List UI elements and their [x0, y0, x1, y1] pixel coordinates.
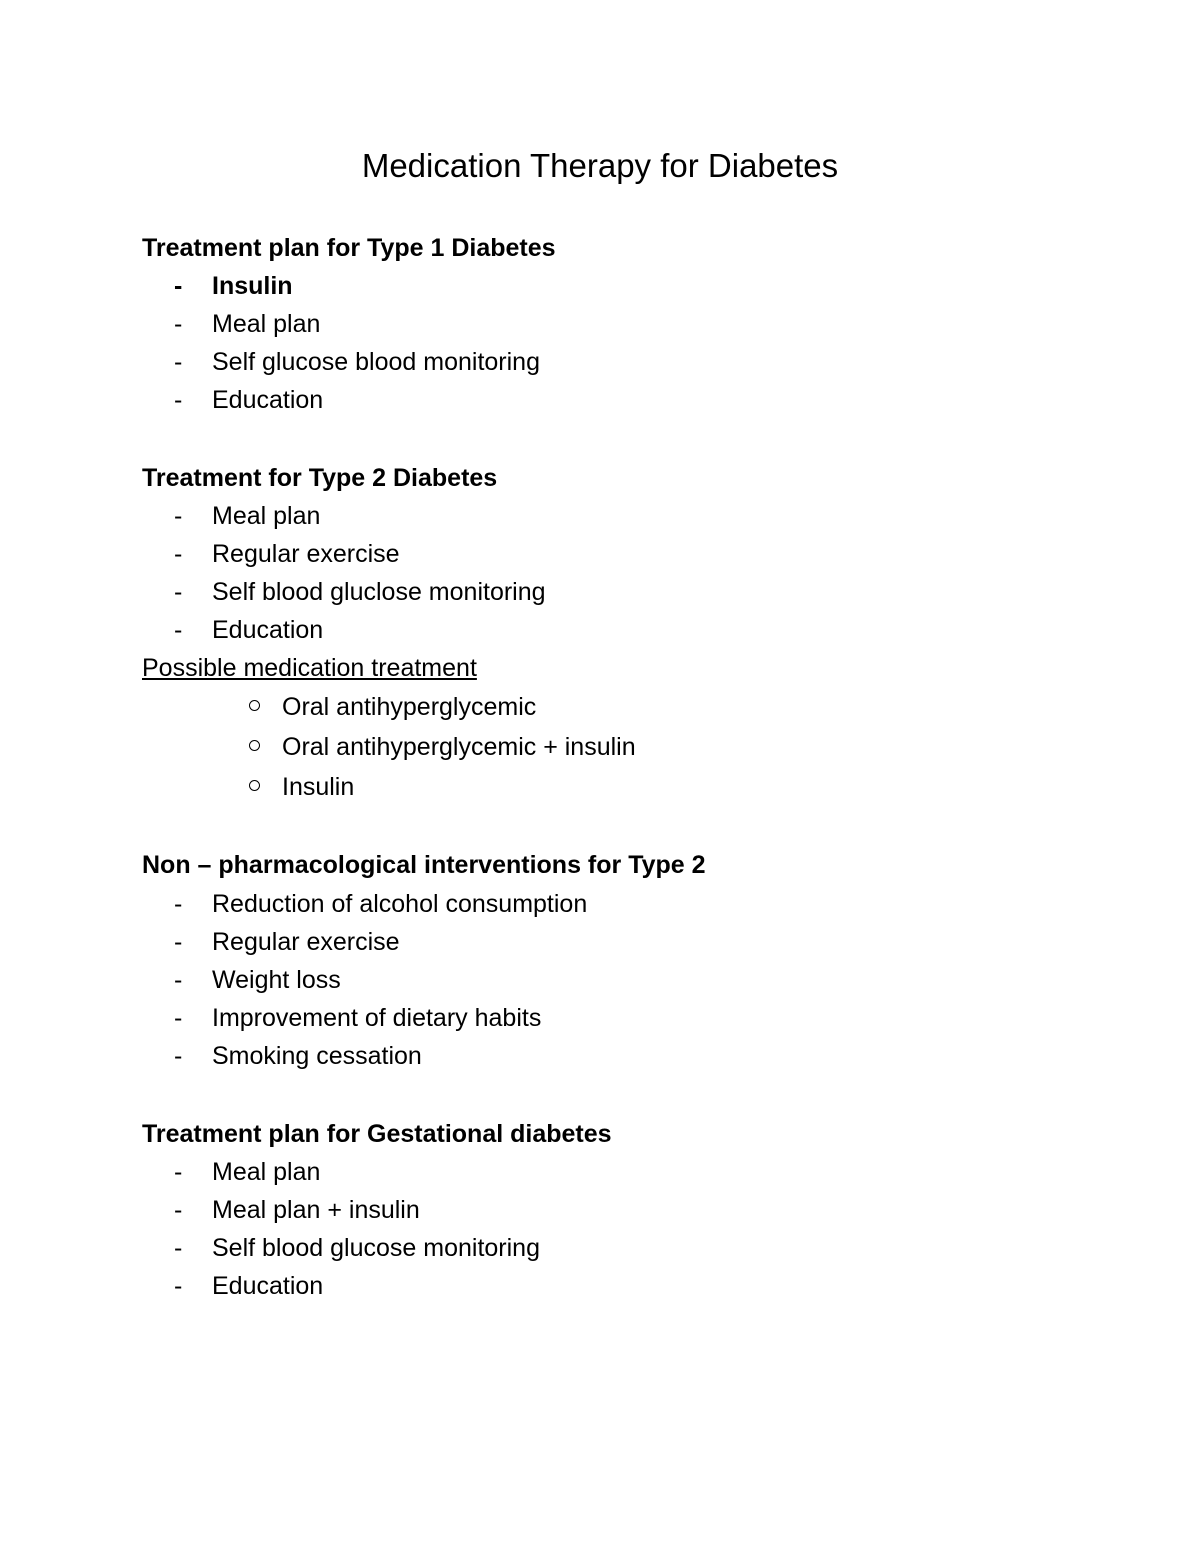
list-item-text: Education — [212, 1272, 324, 1300]
dash-bullet: - — [174, 1004, 183, 1032]
document-title: Medication Therapy for Diabetes — [361, 147, 839, 184]
list-item-text: Improvement of dietary habits — [212, 1004, 542, 1032]
list-item-text: Self blood glucose monitoring — [212, 1234, 540, 1262]
circle-bullet-icon — [249, 780, 260, 791]
section-heading-type2: Treatment for Type 2 Diabetes — [142, 464, 498, 492]
list-item-text: Regular exercise — [212, 540, 400, 568]
list-item-text: Smoking cessation — [212, 1042, 422, 1070]
dash-bullet: - — [174, 502, 183, 530]
section-heading-type1: Treatment plan for Type 1 Diabetes — [142, 234, 556, 262]
list-item-text: Weight loss — [212, 966, 341, 994]
dash-bullet: - — [174, 310, 183, 338]
list-item-text: Regular exercise — [212, 928, 400, 956]
dash-bullet: - — [174, 272, 183, 300]
dash-bullet: - — [174, 1042, 183, 1070]
list-item-text: Insulin — [212, 272, 293, 300]
sub-list-item-text: Oral antihyperglycemic + insulin — [282, 733, 636, 761]
dash-bullet: - — [174, 928, 183, 956]
list-item-text: Self blood gluclose monitoring — [212, 578, 546, 606]
dash-bullet: - — [174, 1272, 183, 1300]
subheading-medication-treatment: Possible medication treatment — [142, 654, 477, 682]
dash-bullet: - — [174, 890, 183, 918]
dash-bullet: - — [174, 1234, 183, 1262]
list-item-text: Meal plan + insulin — [212, 1196, 420, 1224]
circle-bullet-icon — [249, 700, 260, 711]
list-item-text: Education — [212, 616, 324, 644]
list-item-text: Education — [212, 386, 324, 414]
list-item-text: Meal plan — [212, 310, 321, 338]
list-item-text: Reduction of alcohol consumption — [212, 890, 588, 918]
list-item-text: Meal plan — [212, 1158, 321, 1186]
circle-bullet-icon — [249, 740, 260, 751]
section-heading-non-pharmacological: Non – pharmacological interventions for Type 2 — [142, 851, 706, 879]
sub-list-item-text: Oral antihyperglycemic — [282, 693, 537, 721]
list-item-text: Self glucose blood monitoring — [212, 348, 540, 376]
dash-bullet: - — [174, 348, 183, 376]
dash-bullet: - — [174, 578, 183, 606]
dash-bullet: - — [174, 1158, 183, 1186]
section-heading-gestational: Treatment plan for Gestational diabetes — [142, 1120, 612, 1148]
list-item-text: Meal plan — [212, 502, 321, 530]
dash-bullet: - — [174, 1196, 183, 1224]
dash-bullet: - — [174, 966, 183, 994]
dash-bullet: - — [174, 616, 183, 644]
dash-bullet: - — [174, 540, 183, 568]
dash-bullet: - — [174, 386, 183, 414]
sub-list-item-text: Insulin — [282, 773, 355, 801]
